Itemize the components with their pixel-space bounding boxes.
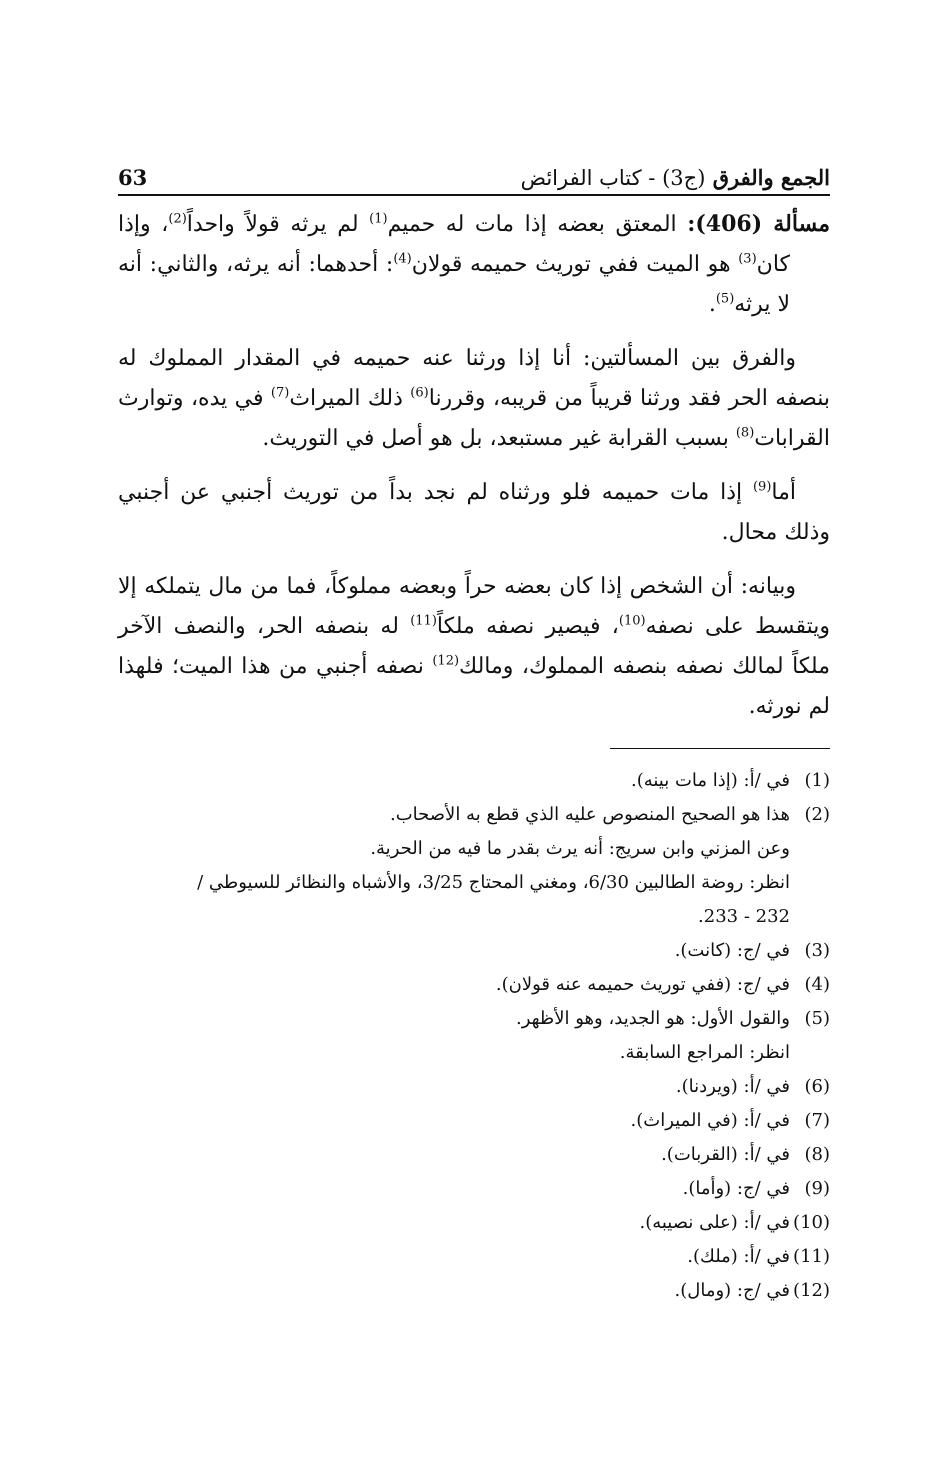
footnote-ref[interactable]: (10) bbox=[618, 613, 646, 629]
footnote-ref[interactable]: (5) bbox=[715, 291, 735, 307]
text-run: وبيانه: أن الشخص إذا كان بعضه حراً وبعضه مملوكاً، فما من مال يتملكه إلا ويتقسط على نصفه bbox=[118, 574, 830, 639]
footnote-item bbox=[118, 934, 830, 968]
footnote-number: (7) bbox=[804, 1110, 830, 1131]
explanation-paragraph bbox=[118, 567, 830, 727]
footnote-number: (11) bbox=[793, 1246, 830, 1267]
footnote-text: انظر: المراجع السابقة. bbox=[619, 1042, 790, 1063]
footnote-ref[interactable]: (2) bbox=[168, 211, 187, 227]
footnote-number: (5) bbox=[804, 1008, 830, 1029]
footnote-ref[interactable]: (8) bbox=[735, 425, 755, 441]
footnote-item bbox=[118, 1206, 830, 1240]
footnote-number: (6) bbox=[804, 1076, 830, 1097]
footnote-text: في /ج: (كانت). bbox=[674, 940, 790, 961]
footnotes bbox=[118, 764, 830, 1308]
footnote-ref[interactable]: (3) bbox=[738, 251, 757, 267]
footnote-item bbox=[118, 1240, 830, 1274]
main-text bbox=[118, 204, 830, 741]
page-number: 63 bbox=[118, 165, 148, 190]
footnote-number: (10) bbox=[793, 1212, 830, 1233]
text-run: في يده، وتوارث القرابات bbox=[118, 386, 830, 451]
footnote-text: في /ج: (ففي توريث حميمه عنه قولان). bbox=[495, 974, 790, 995]
footnote-text: في /أ: (على نصيبه). bbox=[639, 1212, 790, 1233]
footnote-item bbox=[118, 1172, 830, 1206]
footnote-number: (8) bbox=[804, 1144, 830, 1165]
footnote-text: في /أ: (ويردنا). bbox=[675, 1076, 790, 1097]
volume-chapter: (ج3) - كتاب الفرائض bbox=[520, 166, 706, 190]
footnote-ref[interactable]: (9) bbox=[752, 479, 772, 495]
footnote-text: هذا هو الصحيح المنصوص عليه الذي قطع به الأصحاب. bbox=[390, 804, 790, 825]
footnote-item bbox=[118, 764, 830, 798]
text-run: نصفه أجنبي من هذا الميت؛ فلهذا لم نورثه. bbox=[118, 654, 830, 719]
footnote-number: (12) bbox=[793, 1280, 830, 1301]
footnote-ref[interactable]: (4) bbox=[393, 251, 412, 267]
footnote-text: في /ج: (وأما). bbox=[682, 1178, 790, 1199]
footnote-number: (2) bbox=[804, 804, 830, 825]
footnote-ref[interactable]: (7) bbox=[270, 385, 290, 401]
footnote-item bbox=[118, 968, 830, 1002]
footnote-item bbox=[118, 1002, 830, 1070]
text-run: ، وإذا كان bbox=[118, 212, 790, 277]
text-run: والفرق بين المسألتين: أنا إذا ورثنا عنه حميمه في المقدار المملوك له بنصفه الحر فقد ورثنا قريباً من قريبه، وقررنا bbox=[118, 346, 830, 411]
footnote-ref[interactable]: (12) bbox=[432, 653, 460, 669]
footnote-text: في /أ: (في الميراث). bbox=[630, 1110, 790, 1131]
footnote-ref[interactable]: (1) bbox=[369, 211, 388, 227]
text-run: لم يرثه قولاً واحداً bbox=[186, 212, 370, 237]
footnote-ref[interactable]: (11) bbox=[410, 613, 437, 629]
footnote-item bbox=[118, 1070, 830, 1104]
footnote-text: في /أ: (إذا مات بينه). bbox=[630, 770, 790, 791]
text-run: : أحدهما: أنه يرثه، والثاني: أنه لا يرثه bbox=[118, 252, 790, 317]
text-run: ، فيصير نصفه ملكاً bbox=[436, 614, 619, 639]
footnote-separator bbox=[610, 748, 830, 749]
book-title: الجمع والفرق bbox=[712, 165, 830, 190]
text-run: . bbox=[708, 292, 716, 317]
text-run: إذا مات حميمه فلو ورثناه لم نجد بداً من توريث أجنبي عن أجنبي وذلك محال. bbox=[118, 480, 830, 545]
text-run: له بنصفه الحر، والنصف الآخر ملكاً لمالك نصفه بنصفه المملوك، ومالك bbox=[118, 614, 830, 679]
difference-paragraph bbox=[118, 339, 830, 459]
running-title bbox=[521, 165, 830, 190]
footnote-item bbox=[118, 798, 830, 934]
footnote-item bbox=[118, 1138, 830, 1172]
footnote-text: في /ج: (ومال). bbox=[674, 1280, 790, 1301]
footnote-text: انظر: روضة الطالبين 6/30، ومغني المحتاج 3/25، والأشباه والنظائر للسيوطي / bbox=[197, 872, 790, 893]
issue-heading: مسألة (406): bbox=[687, 211, 830, 237]
text-run: المعتق بعضه إذا مات له حميم bbox=[387, 212, 688, 237]
second-case-paragraph bbox=[118, 473, 830, 553]
text-run: بسبب القرابة غير مستبعد، بل هو أصل في التوريث. bbox=[262, 426, 736, 451]
footnote-number: (9) bbox=[804, 1178, 830, 1199]
footnote-number: (3) bbox=[804, 940, 830, 961]
running-header bbox=[118, 150, 830, 196]
footnote-text: والقول الأول: هو الجديد، وهو الأظهر. bbox=[515, 1008, 790, 1029]
footnote-text: في /أ: (ملك). bbox=[687, 1246, 790, 1267]
text-run: هو الميت ففي توريث حميمه قولان bbox=[411, 252, 739, 277]
footnote-item bbox=[118, 1104, 830, 1138]
footnote-number: (4) bbox=[804, 974, 830, 995]
footnote-number: (1) bbox=[804, 770, 830, 791]
text-run: أما bbox=[771, 480, 796, 505]
footnote-ref[interactable]: (6) bbox=[410, 385, 429, 401]
text-run: ذلك الميراث bbox=[289, 386, 411, 411]
footnote-text: وعن المزني وابن سريج: أنه يرث بقدر ما فيه من الحرية. bbox=[370, 838, 790, 859]
issue-paragraph bbox=[118, 204, 830, 325]
footnote-item bbox=[118, 1274, 830, 1308]
footnote-text: في /أ: (القربات). bbox=[661, 1144, 790, 1165]
footnote-text: 232 - 233. bbox=[698, 906, 790, 927]
